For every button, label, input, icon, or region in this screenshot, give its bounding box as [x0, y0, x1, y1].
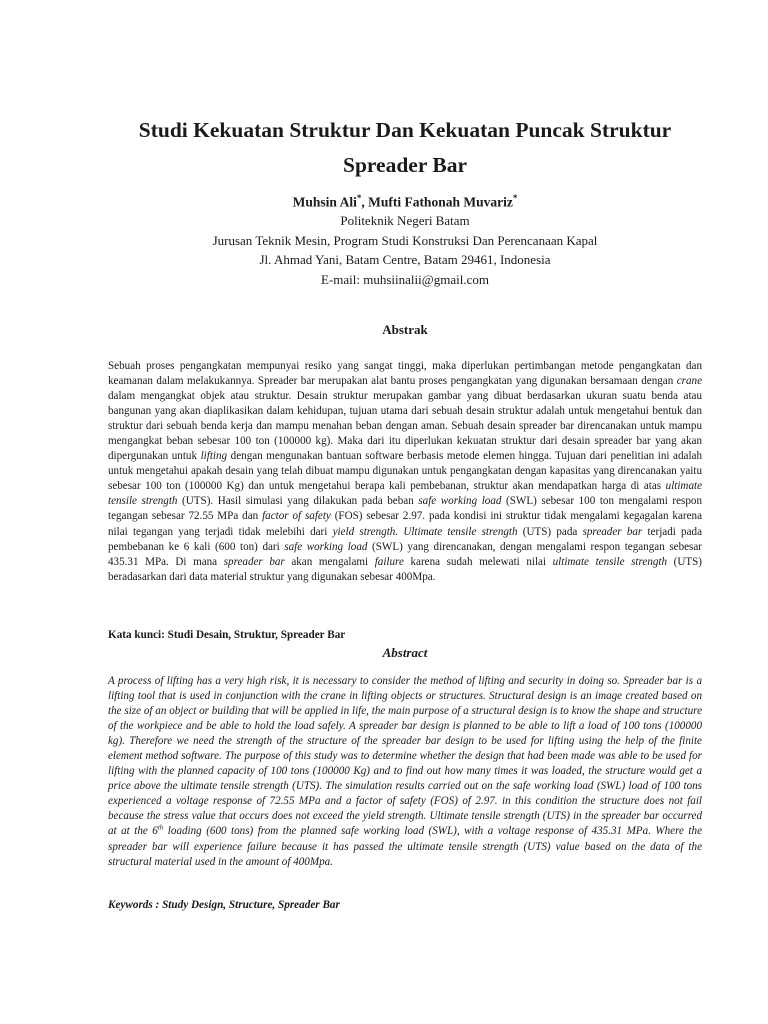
author-2: Mufti Fathonah Muvariz — [368, 194, 513, 210]
abstrak-text: dalam mengangkat objek atau struktur. Desain struktur merupakan gambar yang dibuat berdasarkan ukuran suatu benda atau bangunan yang akan diaplikasikan dalam kehidupan, tujuan utama dari sebuah desain struktur adalah untuk mengetahui bentuk dan struktur dari sebuah benda kerja dan mampu menahan beban dengan aman. Sebuah desain spreader bar direncanakan untuk mampu mengangkat beban sebesar 100 ton (100000 kg). Maka dari itu diperlukan kekuatan struktur dari desain spreader bar yang akan dipergunakan untuk — [108, 390, 702, 463]
abstrak-term: crane — [676, 375, 702, 388]
abstrak-heading: Abstrak — [382, 322, 428, 337]
paper-title — [70, 113, 740, 183]
abstrak-term: spreader bar — [582, 525, 643, 538]
abstract-text: A process of lifting has a very high risk, it is necessary to consider the method of lifting and security in doing so. Spreader bar is a lifting tool that is used in conjunction with the crane in lifting objects or structures. Structural design is an image created based on the size of an object or building that will be applied in life, the main purpose of a structural design is to know the shape and structure of the workpiece and be able to hold the load safely. A spreader bar design is planned to be able to lift a load of 100 tons (100000 kg). Therefore we need the strength of the structure of the spreader bar design to be used for lifting using the help of the finite element method software. The purpose of this study was to determine whether the design that had been made was able to be used for lifting with the planned capacity of 100 tons (100000 Kg) and to find out how many times it was loaded, the structure would get a price above the ultimate tensile strength (UTS). The simulation results carried out on the safe working load (SWL) load of 100 tons experienced a voltage response of 72.55 MPa and a factor of safety (FOS) of 2.97. in this condition the structure does not fail because the stress value that occurs does not exceed the yield strength. Ultimate tensile strength (UTS) in the spreader bar occurred at at the 6 — [108, 675, 702, 838]
author-1: Muhsin Ali — [292, 194, 357, 210]
abstrak-text: terjadi pada pembebanan ke 6 kali (600 ton) dari — [108, 525, 703, 553]
abstract-body — [108, 674, 702, 870]
abstrak-text: (UTS) pada — [517, 525, 583, 538]
abstrak-term: yield strength. Ultimate tensile strength — [332, 525, 518, 538]
abstrak-text: (SWL) sebesar 100 ton mengalami respon tegangan sebesar 72.55 MPa dan — [108, 495, 702, 523]
affiliation-block — [70, 211, 740, 289]
affiliation-email: E-mail: muhsiinalii@gmail.com — [321, 271, 489, 287]
abstrak-term: factor of safety — [262, 510, 331, 523]
abstrak-term: ultimate tensile strength — [108, 480, 702, 508]
abstrak-term: safe working load — [418, 495, 502, 508]
abstrak-text: dengan mengunakan bantuan software berbasis metode elemen hingga. Tujuan dari penelitian ini adalah untuk mengetahui apakah desain yang telah dibuat mampu digunakan untuk pengangkatan dengan kapasitas yang direncanakan yaitu sebesar 100 ton (100000 Kg) dan untuk mengetahui berapa kali pembebanan, struktur akan mendapatkan harga di atas — [108, 450, 702, 493]
kata-kunci: Kata kunci: Studi Desain, Struktur, Spreader Bar — [108, 629, 346, 641]
abstrak-text: (FOS) sebesar 2.97. pada kondisi ini struktur tidak mengalami kegagalan karena nilai tegangan yang terjadi tidak melebihi dari — [108, 510, 702, 538]
abstrak-term: safe working load — [284, 540, 368, 553]
author-separator: , — [361, 194, 369, 210]
abstract-heading: Abstract — [382, 645, 428, 660]
abstrak-text: (SWL) yang direncanakan, dengan mengalami respon tegangan sebesar 435.31 MPa. Di mana — [108, 540, 702, 568]
abstrak-text: Sebuah proses pengangkatan mempunyai resiko yang sangat tinggi, maka diperlukan pertimbangan metode pengangkatan dan keamanan dalam melakukannya. Spreader bar merupakan alat bantu proses pengangkatan yang digunakan bersamaan dengan — [108, 360, 702, 388]
title-line-2: Spreader Bar — [342, 153, 468, 177]
author-list — [70, 189, 740, 212]
affiliation-institution: Politeknik Negeri Batam — [340, 213, 470, 228]
author-2-mark: * — [512, 193, 518, 203]
abstrak-term: ultimate tensile strength — [552, 555, 668, 568]
abstrak-text: akan mengalami — [284, 555, 375, 568]
abstrak-text: (UTS) beradasarkan dari data material struktur yang digunakan sebesar 400Mpa. — [108, 555, 702, 583]
title-line-1: Studi Kekuatan Struktur Dan Kekuatan Puncak Struktur — [138, 118, 672, 142]
keywords: Keywords : Study Design, Structure, Spreader Bar — [108, 899, 340, 911]
abstrak-text: (UTS). Hasil simulasi yang dilakukan pada beban — [177, 495, 419, 508]
author-1-mark: * — [356, 193, 362, 203]
affiliation-address: Jl. Ahmad Yani, Batam Centre, Batam 29461, Indonesia — [259, 252, 551, 267]
ordinal-superscript: th — [157, 823, 164, 832]
abstrak-term: lifting — [200, 450, 228, 463]
abstrak-text: karena sudah melewati nilai — [403, 555, 553, 568]
abstrak-term: spreader bar — [223, 555, 285, 568]
abstract-text: loading (600 tons) from the planned safe working load (SWL), with a voltage response of 435.31 MPa. Where the spreader bar will experience failure because it has passed the ultimate tensile strength (UTS) value based on the data of the structural material used in the amount of 400Mpa. — [108, 825, 702, 868]
affiliation-department: Jurusan Teknik Mesin, Program Studi Konstruksi Dan Perencanaan Kapal — [212, 232, 598, 248]
abstrak-term: failure — [374, 555, 404, 568]
abstrak-body — [108, 359, 702, 585]
